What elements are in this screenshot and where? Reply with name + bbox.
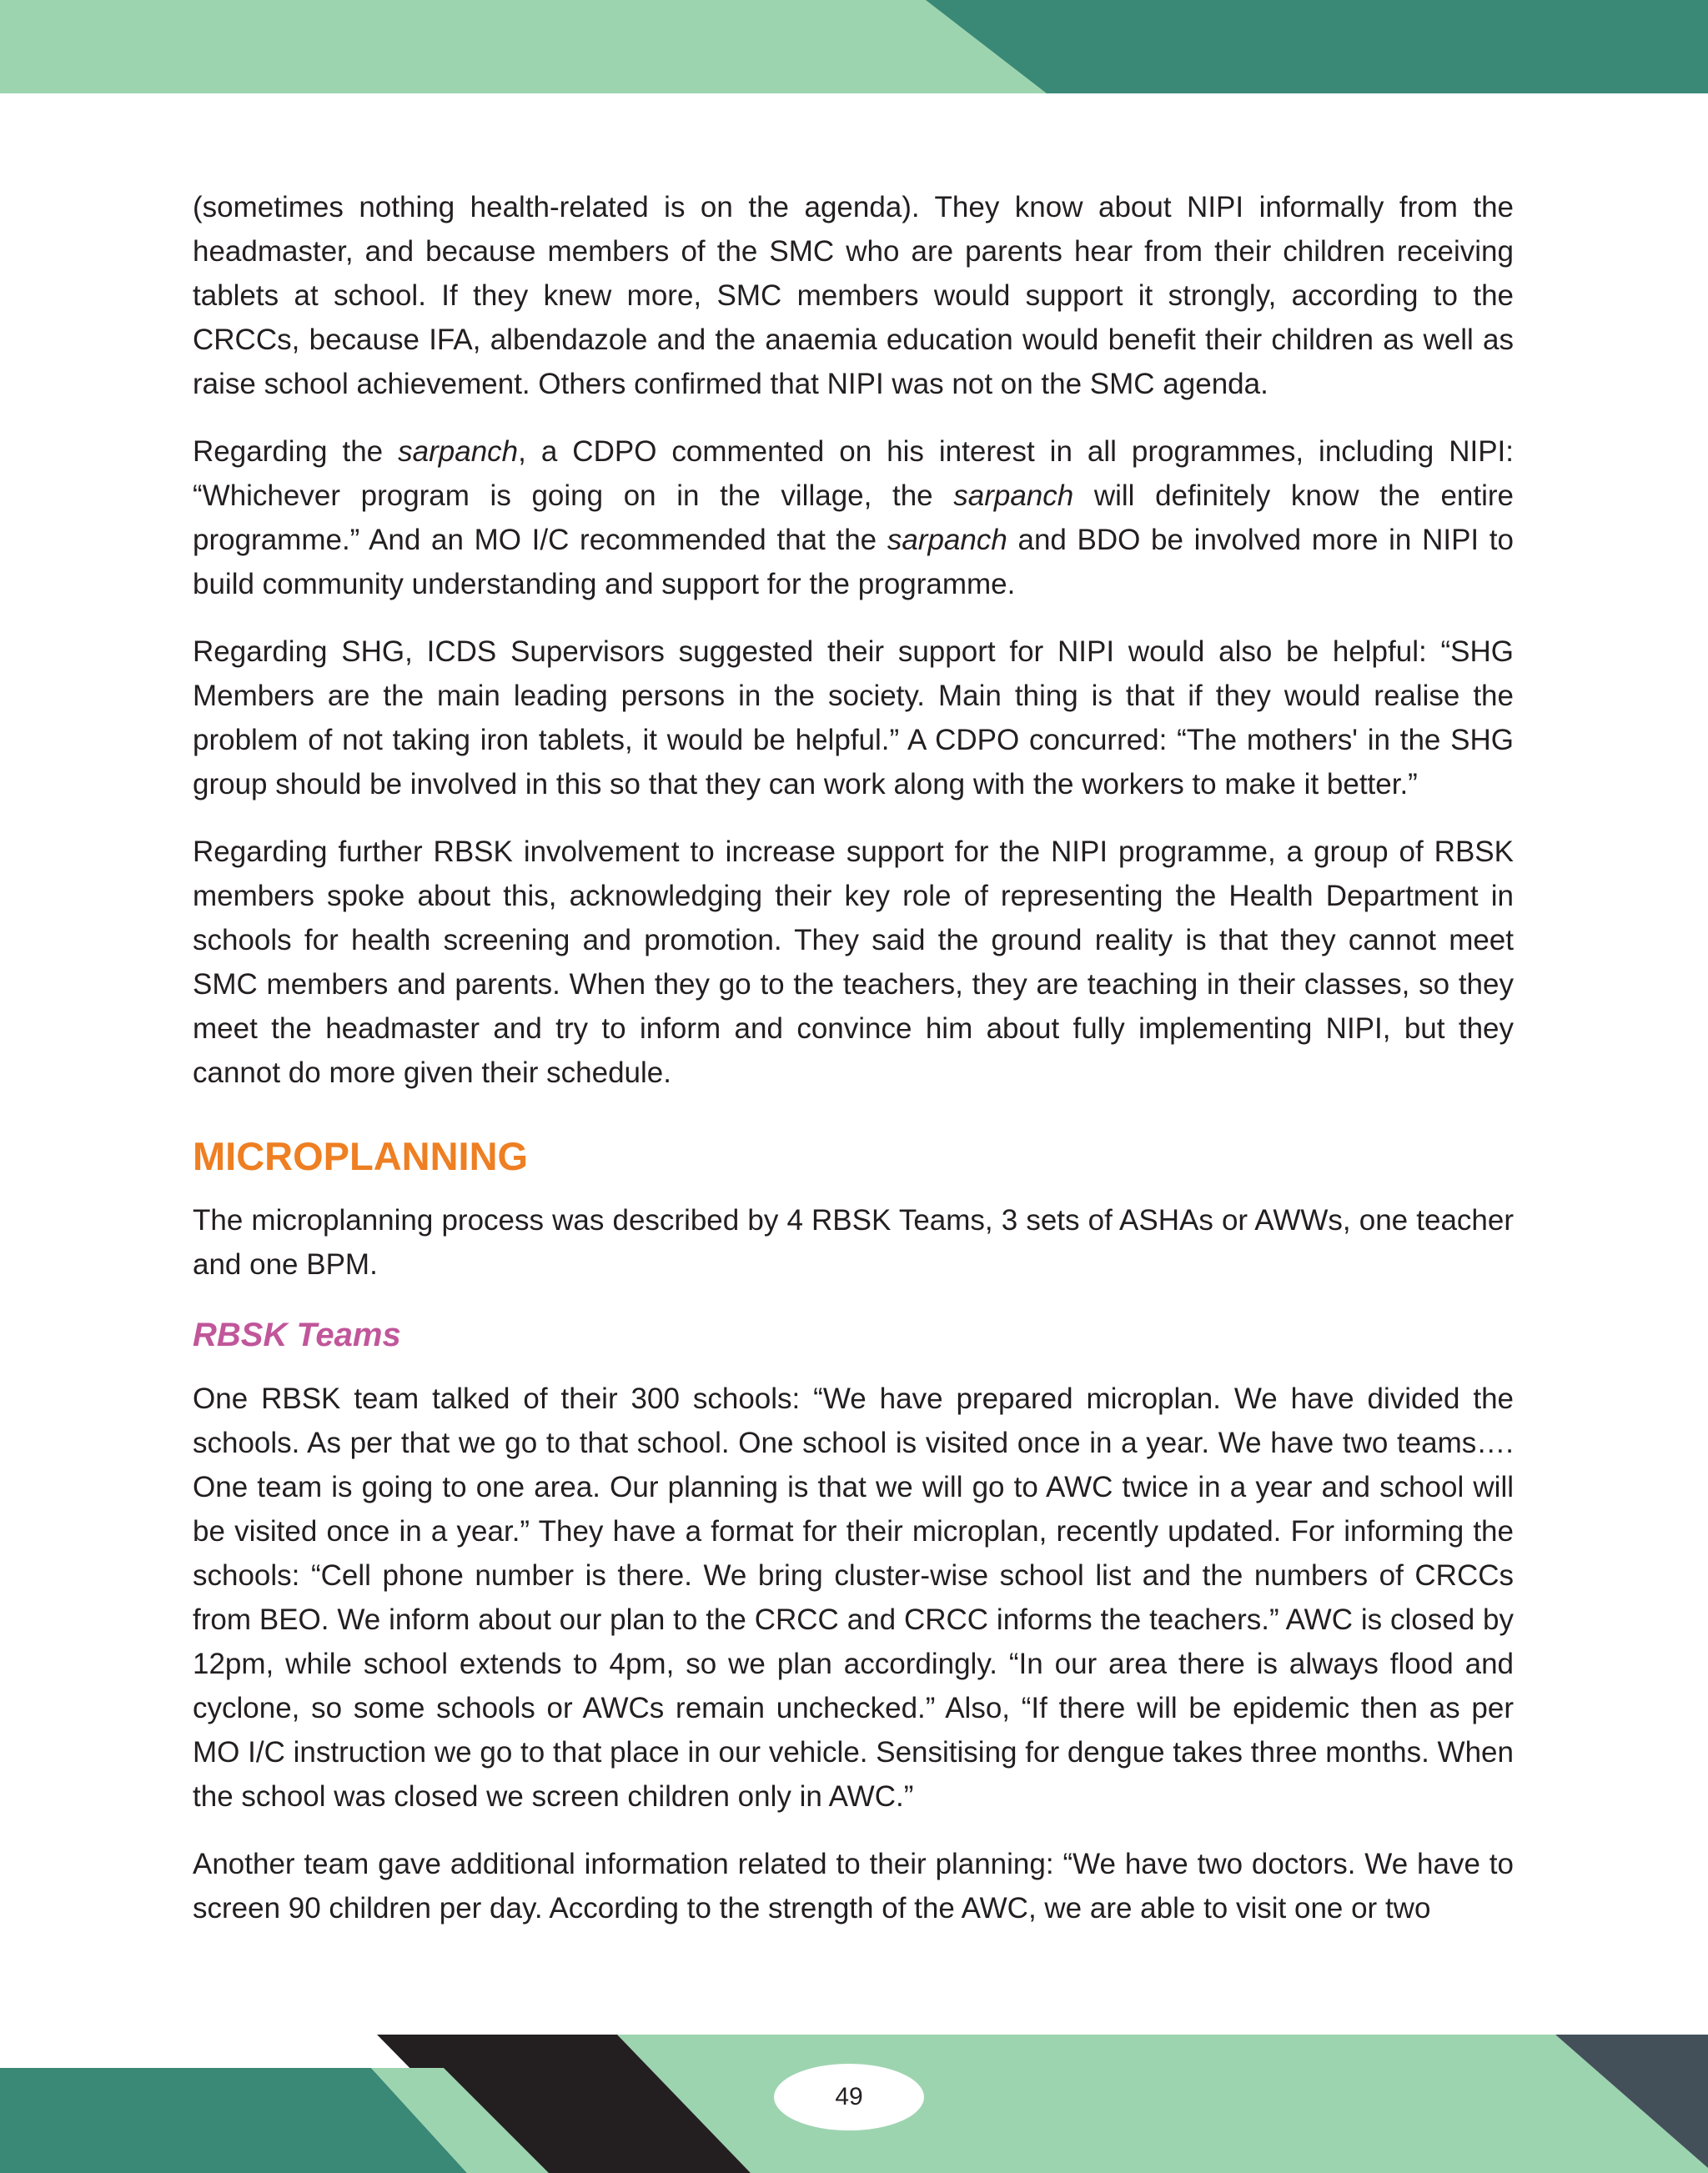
- italic-term-sarpanch: sarpanch: [953, 479, 1074, 512]
- section-heading-microplanning: MICROPLANNING: [193, 1134, 529, 1178]
- italic-term-sarpanch: sarpanch: [398, 435, 519, 468]
- text-run: , a CDPO commented on his interest in all programmes, including NIPI: “Whichever program is going on in the village, the: [193, 435, 1514, 512]
- paragraph-rbsk-team-300-schools: One RBSK team talked of their 300 schools: “We have prepared microplan. We have divided the schools. As per that we go to that school. One school is visited once in a year. We have two teams…. One team is going to one area. Our planning is that we will go to AWC twice in a year and school will be visited once in a year.” They have a format for their microplan, recently updated. For informing the schools: “Cell phone number is there. We bring cluster-wise school list and the numbers of CRCCs from BEO. We inform about our plan to the CRCC and CRCC informs the teachers.” AWC is closed by 12pm, while school extends to 4pm, so we plan accordingly. “In our area there is always flood and cyclone, so some schools or AWCs remain unchecked.” Also, “If there will be epidemic then as per MO I/C instruction we go to that place in our vehicle. Sensitising for dengue takes three months. When the school was closed we screen children only in AWC.”: [193, 1383, 1514, 1813]
- text-run: will definitely know the entire programme.” And an MO I/C recommended that the: [193, 479, 1514, 556]
- paragraph-another-team: Another team gave additional information related to their planning: “We have two doctors. We have to screen 90 children per day. According to the strength of the AWC, we are able to visit one or two: [193, 1848, 1514, 1925]
- text-run: and BDO be involved more in NIPI to build community understanding and support for the programme.: [193, 524, 1514, 600]
- top-decorative-band: [0, 0, 1708, 93]
- paragraph-shg: Regarding SHG, ICDS Supervisors suggested their support for NIPI would also be helpful: “SHG Members are the main leading persons in the society. Main thing is that if they would realise the problem of not taking iron tablets, it would be helpful.” A CDPO concurred: “The mothers' in the SHG group should be involved in this so that they can work along with the workers to make it better.”: [193, 635, 1514, 800]
- paragraph-smc-agenda: (sometimes nothing health-related is on the agenda). They know about NIPI informally from the headmaster, and because members of the SMC who are parents hear from their children receiving tablets at school. If they knew more, SMC members would support it strongly, according to the CRCCs, because IFA, albendazole and the anaemia education would benefit their children as well as raise school achievement. Others confirmed that NIPI was not on the SMC agenda.: [193, 191, 1514, 400]
- subheading-rbsk-teams: RBSK Teams: [193, 1317, 401, 1353]
- paragraph-sarpanch: [193, 429, 1514, 606]
- page-number: 49: [774, 2064, 924, 2130]
- paragraph-rbsk-involvement: Regarding further RBSK involvement to increase support for the NIPI programme, a group of RBSK members spoke about this, acknowledging their key role of representing the Health Department in schools for health screening and promotion. They said the ground reality is that they cannot meet SMC members and parents. When they go to the teachers, they are teaching in their classes, so they meet the headmaster and try to inform and convince him about fully implementing NIPI, but they cannot do more given their schedule.: [193, 836, 1514, 1089]
- text-run: Regarding the: [193, 435, 399, 468]
- italic-term-sarpanch: sarpanch: [887, 524, 1007, 556]
- paragraph-microplanning-intro: The microplanning process was described by 4 RBSK Teams, 3 sets of ASHAs or AWWs, one teacher and one BPM.: [193, 1204, 1514, 1281]
- page-content: [193, 185, 1514, 1954]
